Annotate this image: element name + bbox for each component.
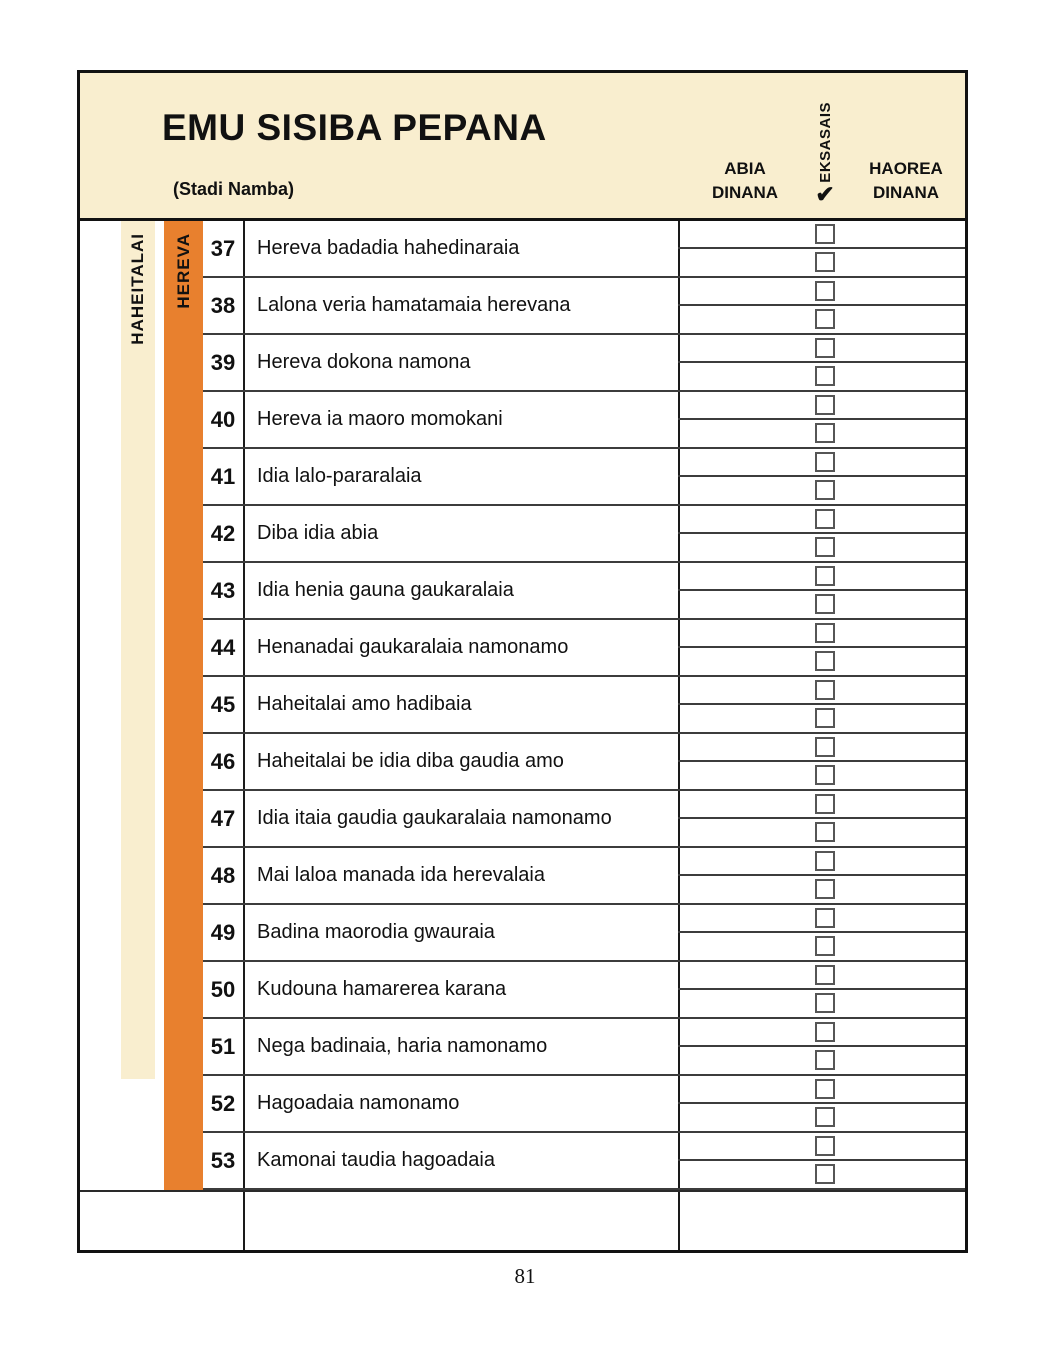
checkbox-sub-row <box>678 420 965 447</box>
checkbox-cell-group <box>678 449 965 504</box>
checkbox-sub-row <box>678 791 965 819</box>
group-strip-hereva <box>164 221 203 1190</box>
row-label: Hereva ia maoro momokani <box>257 408 503 430</box>
checkbox-sub-row <box>678 506 965 534</box>
checkbox-cell-group <box>678 506 965 561</box>
checkbox[interactable] <box>815 1050 835 1070</box>
checkbox-cell-group <box>678 1076 965 1131</box>
checkbox-sub-row <box>678 1019 965 1047</box>
page-number: 81 <box>514 1264 536 1288</box>
checkbox-sub-row <box>678 705 965 732</box>
table-row <box>203 1076 965 1133</box>
table-row <box>203 1019 965 1076</box>
row-number: 47 <box>210 805 236 831</box>
checkbox-sub-row <box>678 648 965 675</box>
row-label: Nega badinaia, haria namonamo <box>257 1035 548 1057</box>
row-number: 43 <box>210 577 236 603</box>
checkbox[interactable] <box>815 1164 835 1184</box>
checkmark-icon: ✔ <box>815 181 835 207</box>
score-sheet-table <box>77 70 968 1253</box>
checkbox-cell-group <box>678 563 965 618</box>
checkbox[interactable] <box>815 1079 835 1099</box>
row-label: Idia henia gauna gaukaralaia <box>257 579 514 601</box>
row-label: Hereva badadia hahedinaraia <box>257 237 520 259</box>
checkbox-sub-row <box>678 905 965 933</box>
checkbox-sub-row <box>678 1133 965 1161</box>
row-number: 40 <box>210 406 236 432</box>
row-number: 44 <box>210 634 236 660</box>
checkbox-sub-row <box>678 591 965 618</box>
checkbox-cell-group <box>678 221 965 276</box>
checkbox[interactable] <box>815 822 835 842</box>
table-row <box>203 677 965 734</box>
checkbox[interactable] <box>815 452 835 472</box>
haorea-line2: DINANA <box>872 183 940 202</box>
row-number: 52 <box>210 1090 236 1116</box>
row-label: Idia itaia gaudia gaukaralaia namonamo <box>257 807 612 829</box>
sheet-header <box>80 73 965 221</box>
table-row <box>203 221 965 278</box>
table-row <box>203 848 965 905</box>
checkbox[interactable] <box>815 908 835 928</box>
row-number: 41 <box>210 463 236 489</box>
row-label: Haheitalai be idia diba gaudia amo <box>257 750 564 772</box>
row-number: 42 <box>210 520 236 546</box>
bottom-row-divider <box>80 1190 965 1192</box>
checkbox[interactable] <box>815 965 835 985</box>
table-row <box>203 1133 965 1190</box>
checkbox[interactable] <box>815 651 835 671</box>
checkbox-cell-group <box>678 905 965 960</box>
checkbox-cell-group <box>678 791 965 846</box>
table-row <box>203 620 965 677</box>
checkbox[interactable] <box>815 623 835 643</box>
checkbox[interactable] <box>815 281 835 301</box>
checkbox[interactable] <box>815 224 835 244</box>
checkbox-sub-row <box>678 1047 965 1074</box>
checkbox-sub-row <box>678 563 965 591</box>
checkbox[interactable] <box>815 1136 835 1156</box>
checkbox-sub-row <box>678 990 965 1017</box>
checkbox-cell-group <box>678 677 965 732</box>
checkbox-cell-group <box>678 1019 965 1074</box>
checkbox[interactable] <box>815 395 835 415</box>
row-label: Haheitalai amo hadibaia <box>257 693 472 715</box>
row-label: Hereva dokona namona <box>257 351 471 373</box>
checkbox-sub-row <box>678 278 965 306</box>
checkbox[interactable] <box>815 252 835 272</box>
checkbox-sub-row <box>678 477 965 504</box>
row-label: Diba idia abia <box>257 522 379 544</box>
checkbox[interactable] <box>815 509 835 529</box>
checkbox-cell-group <box>678 1133 965 1188</box>
checkbox[interactable] <box>815 737 835 757</box>
checkbox-cell-group <box>678 962 965 1017</box>
checkbox[interactable] <box>815 936 835 956</box>
table-row <box>203 905 965 962</box>
row-label: Hagoadaia namonamo <box>257 1092 460 1114</box>
abia-line1: ABIA <box>724 159 766 178</box>
checkbox[interactable] <box>815 851 835 871</box>
checkbox-sub-row <box>678 819 965 846</box>
checkbox[interactable] <box>815 765 835 785</box>
row-number: 51 <box>210 1033 236 1059</box>
checkbox-sub-row <box>678 620 965 648</box>
table-row <box>203 449 965 506</box>
checkbox-sub-row <box>678 762 965 789</box>
page-title: EMU SISIBA PEPANA <box>162 107 547 148</box>
group-label-hereva: HEREVA <box>173 233 193 309</box>
checkbox[interactable] <box>815 993 835 1013</box>
table-row <box>203 278 965 335</box>
checkbox-sub-row <box>678 933 965 960</box>
row-number: 39 <box>210 349 236 375</box>
row-number: 45 <box>210 691 236 717</box>
haorea-line1: HAOREA <box>869 159 943 178</box>
checkbox[interactable] <box>815 480 835 500</box>
checkbox[interactable] <box>815 1022 835 1042</box>
row-label: Badina maorodia gwauraia <box>257 921 495 943</box>
checkbox[interactable] <box>815 566 835 586</box>
row-label: Kamonai taudia hagoadaia <box>257 1149 495 1171</box>
checkbox-sub-row <box>678 306 965 333</box>
row-label: Mai laloa manada ida herevalaia <box>257 864 545 886</box>
table-row <box>203 392 965 449</box>
checkbox[interactable] <box>815 794 835 814</box>
checkbox[interactable] <box>815 338 835 358</box>
checkbox-sub-row <box>678 221 965 249</box>
column-header-haorea-dinana <box>851 157 961 205</box>
checkbox[interactable] <box>815 537 835 557</box>
checkbox-cell-group <box>678 335 965 390</box>
checkbox-cell-group <box>678 278 965 333</box>
abia-line2: DINANA <box>711 183 779 202</box>
group-strip-haheitalai <box>121 221 155 1079</box>
checkbox-sub-row <box>678 734 965 762</box>
checkbox-sub-row <box>678 876 965 903</box>
checkbox-cell-group <box>678 620 965 675</box>
row-number: 53 <box>210 1147 236 1173</box>
checkbox[interactable] <box>815 1107 835 1127</box>
checkbox-sub-row <box>678 1076 965 1104</box>
row-label: Lalona veria hamatamaia herevana <box>257 294 571 316</box>
column-header-eksasais <box>805 87 845 183</box>
checkbox-sub-row <box>678 677 965 705</box>
checkbox-sub-row <box>678 1161 965 1188</box>
checkbox-sub-row <box>678 1104 965 1131</box>
table-row <box>203 335 965 392</box>
checkbox-cell-group <box>678 734 965 789</box>
row-number: 49 <box>210 919 236 945</box>
table-row <box>203 734 965 791</box>
checkbox[interactable] <box>815 879 835 899</box>
table-row <box>203 791 965 848</box>
eksasais-label: EKSASAIS <box>816 102 834 183</box>
checkbox-sub-row <box>678 363 965 390</box>
table-row <box>203 962 965 1019</box>
column-header-abia-dinana <box>690 157 800 205</box>
checkbox-cell-group <box>678 848 965 903</box>
checkbox-sub-row <box>678 335 965 363</box>
row-number: 50 <box>210 976 236 1002</box>
checkbox-sub-row <box>678 249 965 276</box>
row-number: 37 <box>210 235 236 261</box>
checkbox-sub-row <box>678 848 965 876</box>
checkbox-sub-row <box>678 392 965 420</box>
table-row <box>203 563 965 620</box>
row-label: Idia lalo-pararalaia <box>257 465 422 487</box>
checkbox[interactable] <box>815 366 835 386</box>
checkbox-cell-group <box>678 392 965 447</box>
checkbox[interactable] <box>815 708 835 728</box>
group-label-haheitalai: HAHEITALAI <box>128 233 147 345</box>
row-number: 48 <box>210 862 236 888</box>
checkbox-sub-row <box>678 962 965 990</box>
checkbox[interactable] <box>815 680 835 700</box>
checkbox-sub-row <box>678 534 965 561</box>
checkbox[interactable] <box>815 423 835 443</box>
checkbox[interactable] <box>815 309 835 329</box>
checkbox-sub-row <box>678 449 965 477</box>
study-number-label: (Stadi Namba) <box>173 179 295 199</box>
row-number: 38 <box>210 292 236 318</box>
row-label: Henanadai gaukaralaia namonamo <box>257 636 569 658</box>
row-label: Kudouna hamarerea karana <box>257 978 507 1000</box>
checkbox[interactable] <box>815 594 835 614</box>
table-row <box>203 506 965 563</box>
row-number: 46 <box>210 748 236 774</box>
